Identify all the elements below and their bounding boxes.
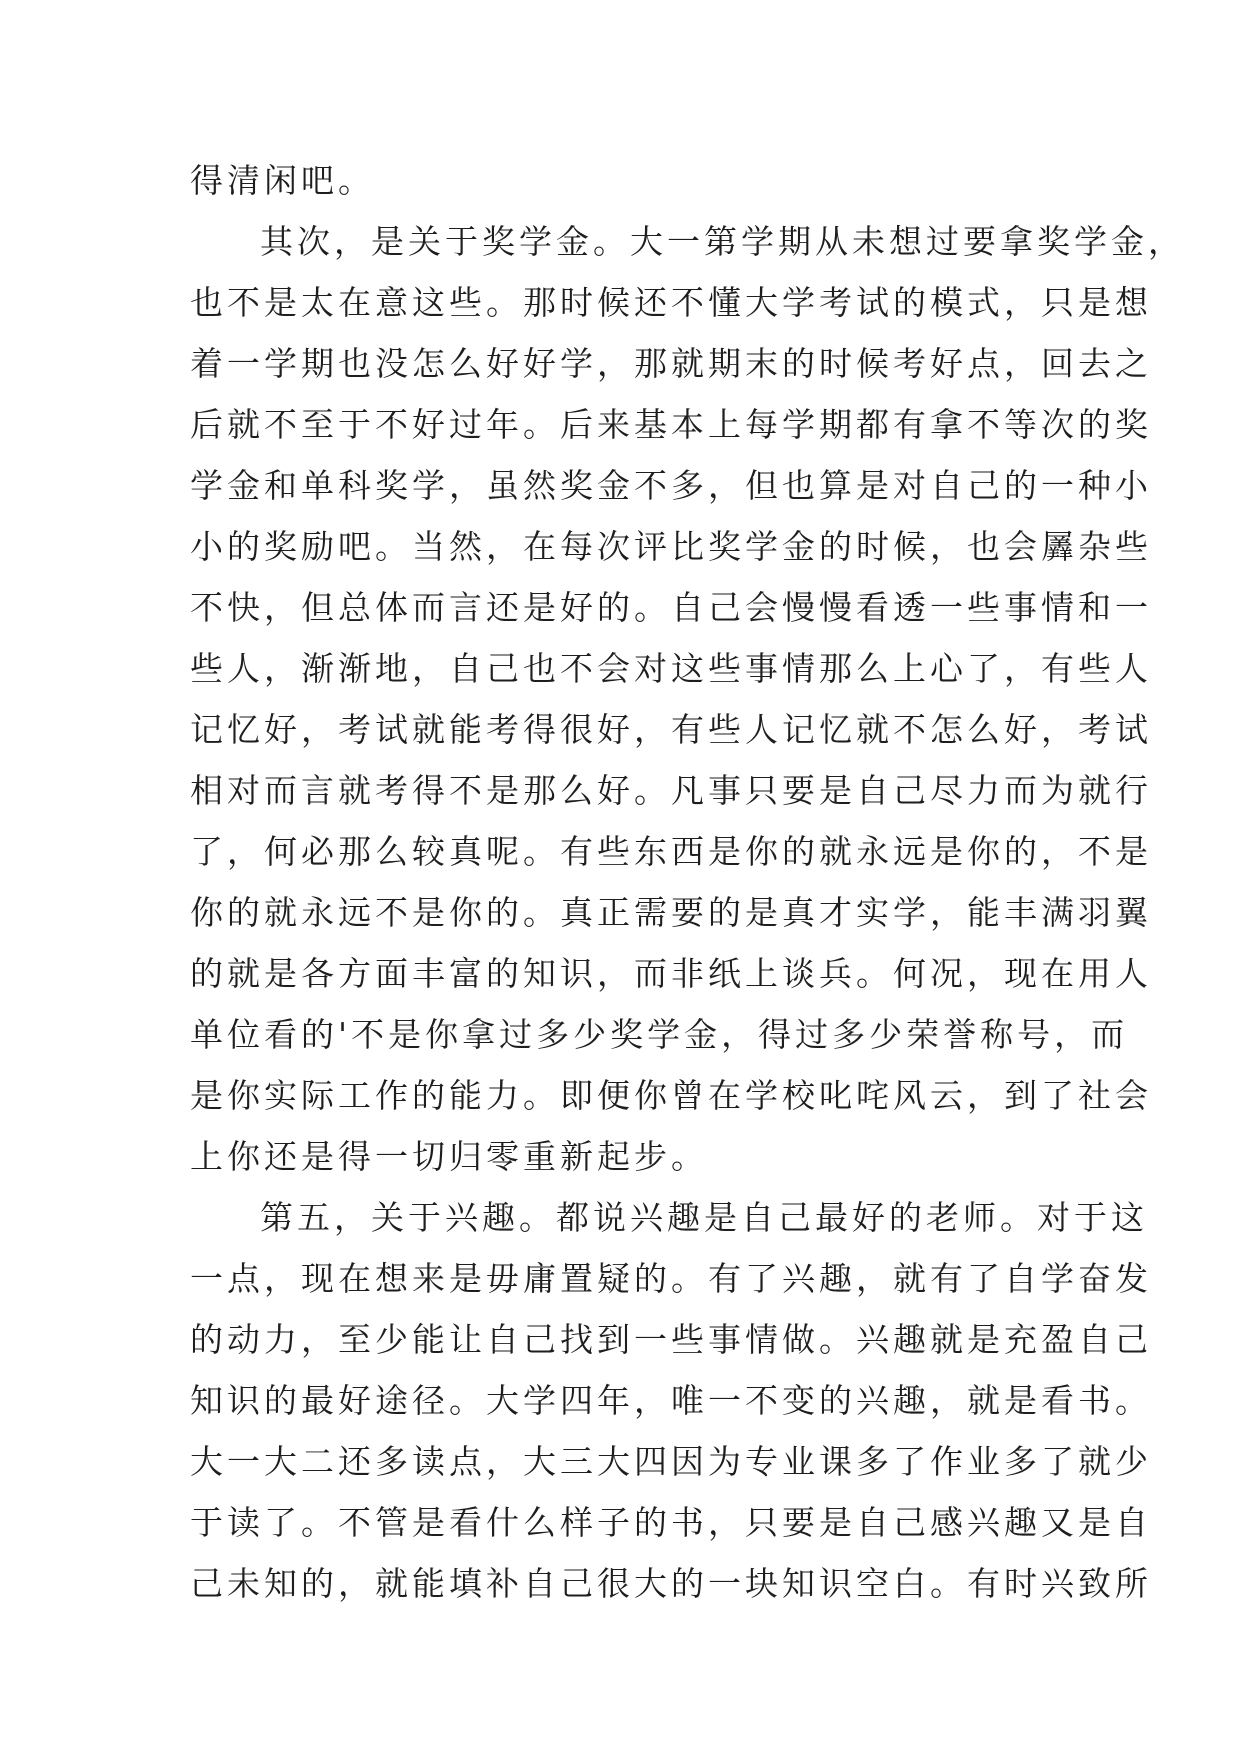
text-line: 第五，关于兴趣。都说兴趣是自己最好的老师。对于这 — [260, 1198, 1148, 1237]
text-line: 己未知的，就能填补自己很大的一块知识空白。有时兴致所 — [190, 1564, 1152, 1603]
text-line: 也不是太在意这些。那时候还不懂大学考试的模式，只是想 — [190, 283, 1152, 322]
text-line: 了，何必那么较真呢。有些东西是你的就永远是你的，不是 — [190, 832, 1152, 871]
text-line: 是你实际工作的能力。即便你曾在学校叱咤风云，到了社会 — [190, 1076, 1152, 1115]
text-line: 大一大二还多读点，大三大四因为专业课多了作业多了就少 — [190, 1442, 1152, 1481]
text-line: 不快，但总体而言还是好的。自己会慢慢看透一些事情和一 — [190, 588, 1152, 627]
text-line: 后就不至于不好过年。后来基本上每学期都有拿不等次的奖 — [190, 405, 1152, 444]
text-line: 着一学期也没怎么好好学，那就期末的时候考好点，回去之 — [190, 344, 1152, 383]
text-line: 知识的最好途径。大学四年，唯一不变的兴趣，就是看书。 — [190, 1381, 1152, 1420]
text-line: 小的奖励吧。当然，在每次评比奖学金的时候，也会羼杂些 — [190, 527, 1152, 566]
text-line: 的就是各方面丰富的知识，而非纸上谈兵。何况，现在用人 — [190, 954, 1152, 993]
text-line: 的动力，至少能让自己找到一些事情做。兴趣就是充盈自己 — [190, 1320, 1152, 1359]
text-line: 记忆好，考试就能考得很好，有些人记忆就不怎么好，考试 — [190, 710, 1152, 749]
text-line: 单位看的'不是你拿过多少奖学金，得过多少荣誉称号，而 — [190, 1015, 1129, 1054]
text-line: 些人，渐渐地，自己也不会对这些事情那么上心了，有些人 — [190, 649, 1152, 688]
text-line: 得清闲吧。 — [190, 161, 375, 200]
body-text — [190, 150, 1185, 1614]
text-line: 学金和单科奖学，虽然奖金不多，但也算是对自己的一种小 — [190, 466, 1152, 505]
text-line: 于读了。不管是看什么样子的书，只要是自己感兴趣又是自 — [190, 1503, 1152, 1542]
text-line: 相对而言就考得不是那么好。凡事只要是自己尽力而为就行 — [190, 771, 1152, 810]
text-line: 一点，现在想来是毋庸置疑的。有了兴趣，就有了自学奋发 — [190, 1259, 1152, 1298]
text-line: 上你还是得一切归零重新起步。 — [190, 1137, 708, 1176]
text-line: 你的就永远不是你的。真正需要的是真才实学，能丰满羽翼 — [190, 893, 1152, 932]
text-line: 其次，是关于奖学金。大一第学期从未想过要拿奖学金， — [260, 222, 1185, 261]
